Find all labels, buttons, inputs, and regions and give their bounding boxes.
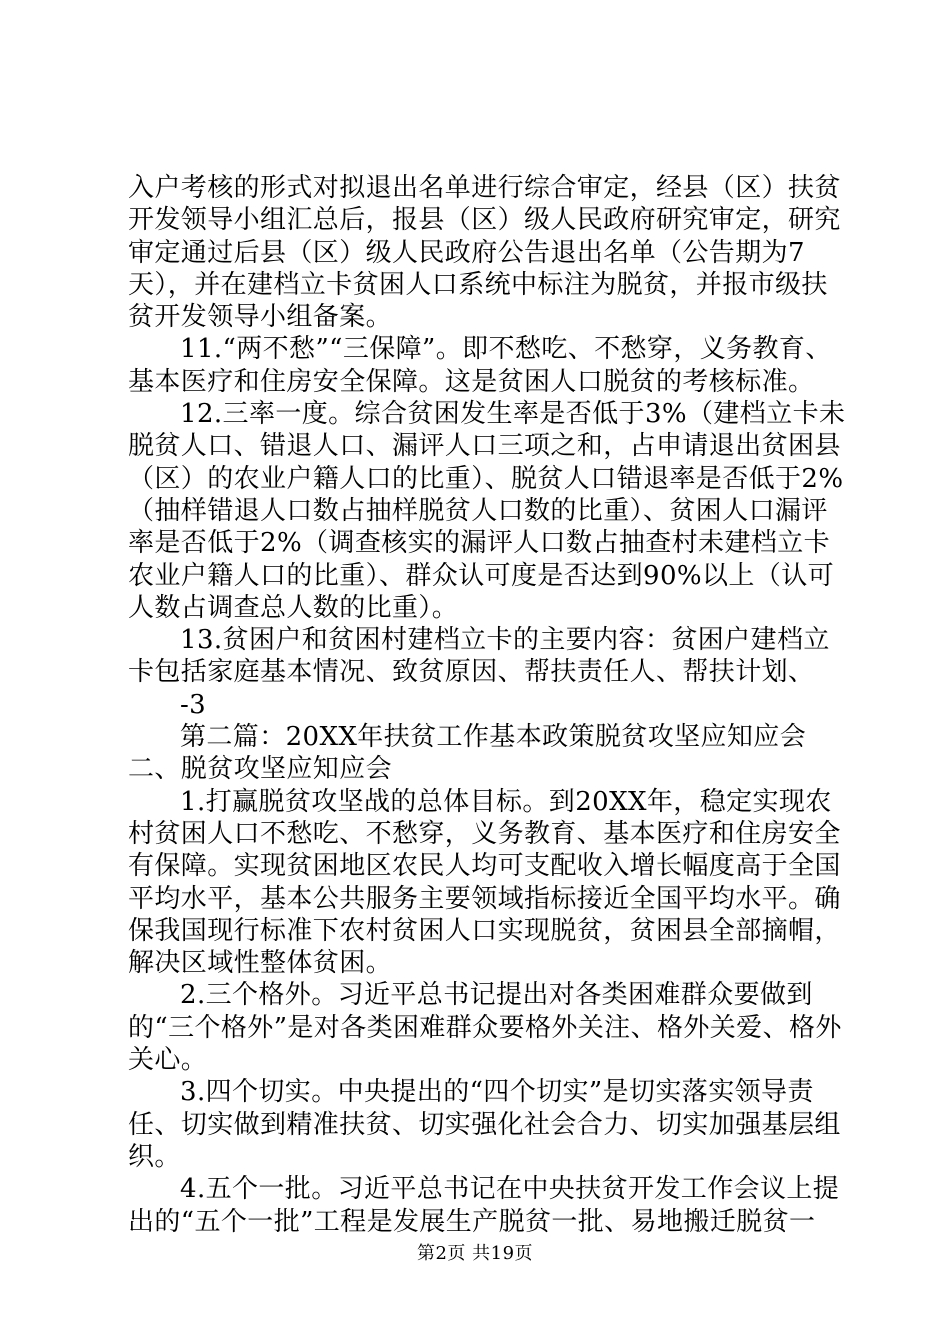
paragraph-1: 入户考核的形式对拟退出名单进行综合审定，经县（区）扶贫开发领导小组汇总后，报县（区）级人民政府研究审定，研究审定通过后县（区）级人民政府公告退出名单（公告期为7天），并在建档立卡贫困人口系统中标注为脱贫，并报市级扶贫开发领导小组备案。 <box>128 173 841 333</box>
page-marker: -3 <box>180 689 207 720</box>
section-heading: 第二篇：20XX年扶贫工作基本政策脱贫攻坚应知应会二、脱贫攻坚应知应会 <box>128 722 807 785</box>
paragraph-item-4: 4.五个一批。习近平总书记在中央扶贫开发工作会议上提出的“五个一批”工程是发展生产脱贫一批、易地搬迁脱贫一 <box>128 1174 840 1237</box>
paragraph-item-1: 1.打赢脱贫攻坚战的总体目标。到20XX年，稳定实现农村贫困人口不愁吃、不愁穿，义务教育、基本医疗和住房安全有保障。实现贫困地区农民人均可支配收入增长幅度高于全国平均水平，基本公共服务主要领域指标接近全国平均水平。确保我国现行标准下农村贫困人口实现脱贫，贫困县全部摘帽，解决区域性整体贫困。 <box>128 786 841 979</box>
paragraph-item-11: 11.“两不愁”“三保障”。即不愁吃、不愁穿，义务教育、基本医疗和住房安全保障。这是贫困人口脱贫的考核标准。 <box>128 334 832 397</box>
page-number-footer: 第2页 共19页 <box>416 1243 534 1264</box>
paragraph-item-2: 2.三个格外。习近平总书记提出对各类困难群众要做到的“三个格外”是对各类困难群众要格外关注、格外关爱、格外关心。 <box>128 980 842 1076</box>
paragraph-item-12: 12.三率一度。综合贫困发生率是否低于3%（建档立卡未脱贫人口、错退人口、漏评人口三项之和，占申请退出贫困县（区）的农业户籍人口的比重）、脱贫人口错退率是否低于2%（抽样错退人口数占抽样脱贫人口数的比重）、贫困人口漏评率是否低于2%（调查核实的漏评人口数占抽查村未建档立卡农业户籍人口的比重）、群众认可度是否达到90%以上（认可人数占调查总人数的比重）。 <box>128 399 846 623</box>
paragraph-item-3: 3.四个切实。中央提出的“四个切实”是切实落实领导责任、切实做到精准扶贫、切实强化社会合力、切实加强基层组织。 <box>128 1077 841 1172</box>
document-body <box>128 172 850 1238</box>
paragraph-item-13: 13.贫困户和贫困村建档立卡的主要内容：贫困户建档立卡包括家庭基本情况、致贫原因、帮扶责任人、帮扶计划、 <box>128 625 830 688</box>
